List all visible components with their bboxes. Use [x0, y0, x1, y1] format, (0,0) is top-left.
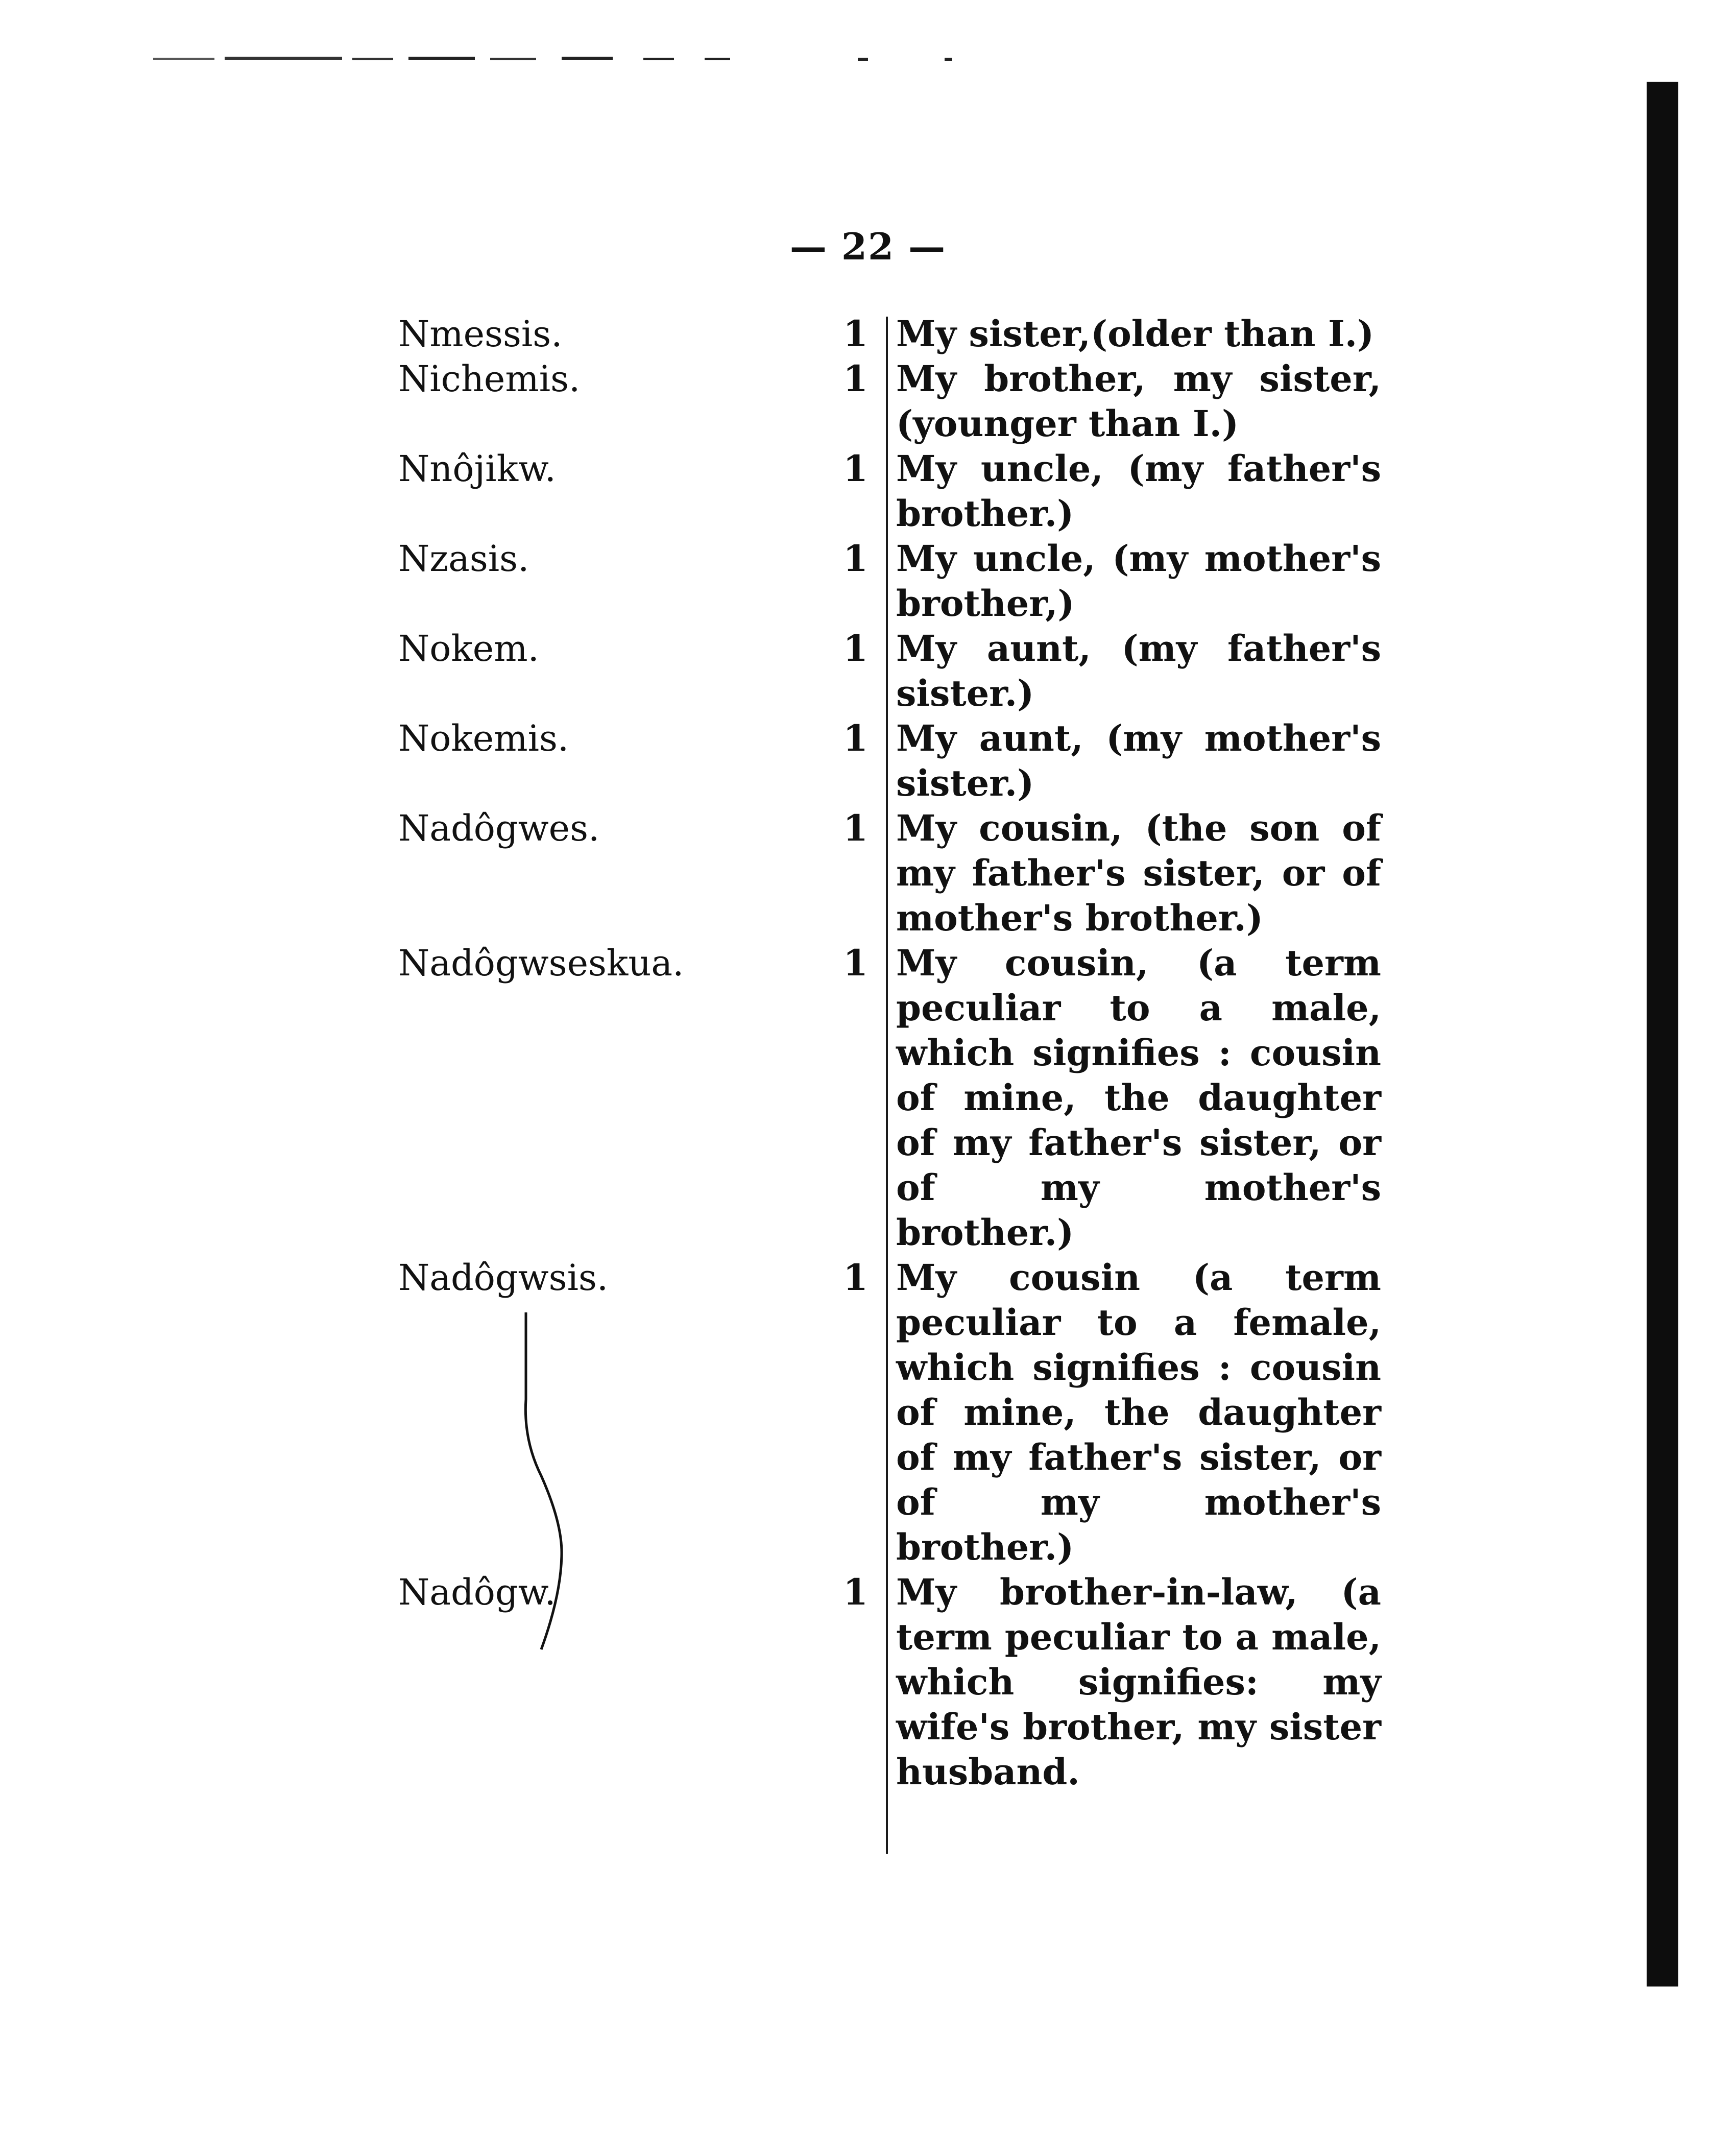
- count: 1: [843, 942, 868, 984]
- entry-list: [398, 312, 1419, 1794]
- count: 1: [843, 807, 868, 849]
- meaning: My cousin (a term peculiar to a female, which signifies : cousin of mine, the daughter of my father's sister, or of my mother's brother.): [896, 1256, 1381, 1568]
- entry-nnojikw: [398, 446, 1419, 536]
- headword: Nokem.: [398, 628, 539, 669]
- meaning: My uncle, (my mother's brother,): [896, 537, 1381, 625]
- headword: Nmessis.: [398, 313, 563, 355]
- entry-nzasis: [398, 536, 1419, 626]
- meaning: My cousin, (the son of my father's sister, or of mother's brother.): [896, 807, 1381, 939]
- scan-noise: [153, 54, 970, 64]
- count: 1: [843, 717, 868, 759]
- entry-nadogw: [398, 1570, 1419, 1794]
- headword: Nadôgwes.: [398, 807, 600, 849]
- count: 1: [843, 1571, 868, 1613]
- headword: Nadôgwsis.: [398, 1257, 609, 1299]
- entry-nokem: [398, 626, 1419, 716]
- meaning: My uncle, (my father's brother.): [896, 447, 1381, 535]
- headword: Nnôjikw.: [398, 448, 556, 490]
- headword: Nokemis.: [398, 717, 569, 759]
- headword: Nadôgwseskua.: [398, 942, 684, 984]
- entry-nadogwes: [398, 806, 1419, 941]
- entry-nmessis: [398, 312, 1419, 356]
- count: 1: [843, 1256, 868, 1299]
- meaning: My cousin, (a term peculiar to a male, which signifies : cousin of mine, the daughter of my father's sister, or of my mother's brother.): [896, 942, 1381, 1254]
- headword: Nichemis.: [398, 358, 581, 400]
- headword: Nzasis.: [398, 538, 529, 580]
- count: 1: [843, 627, 868, 669]
- entry-nadogwseskua: [398, 941, 1419, 1255]
- meaning: My aunt, (my father's sister.): [896, 627, 1381, 714]
- meaning: My aunt, (my mother's sister.): [896, 717, 1381, 804]
- count: 1: [843, 537, 868, 580]
- count: 1: [843, 313, 868, 355]
- page-edge-shadow: [1647, 82, 1678, 1987]
- count: 1: [843, 357, 868, 400]
- headword: Nadôgw.: [398, 1571, 556, 1613]
- entry-nichemis: [398, 356, 1419, 446]
- meaning: My sister,(older than I.): [896, 313, 1375, 355]
- entry-nokemis: [398, 716, 1419, 806]
- meaning: My brother, my sister, (younger than I.): [896, 357, 1381, 445]
- entry-nadogwsis: [398, 1255, 1419, 1570]
- meaning: My brother-in-law, (a term peculiar to a male, which signifies: my wife's brother, my sister husband.: [896, 1571, 1381, 1793]
- page-number: — 22 —: [789, 225, 947, 268]
- count: 1: [843, 447, 868, 490]
